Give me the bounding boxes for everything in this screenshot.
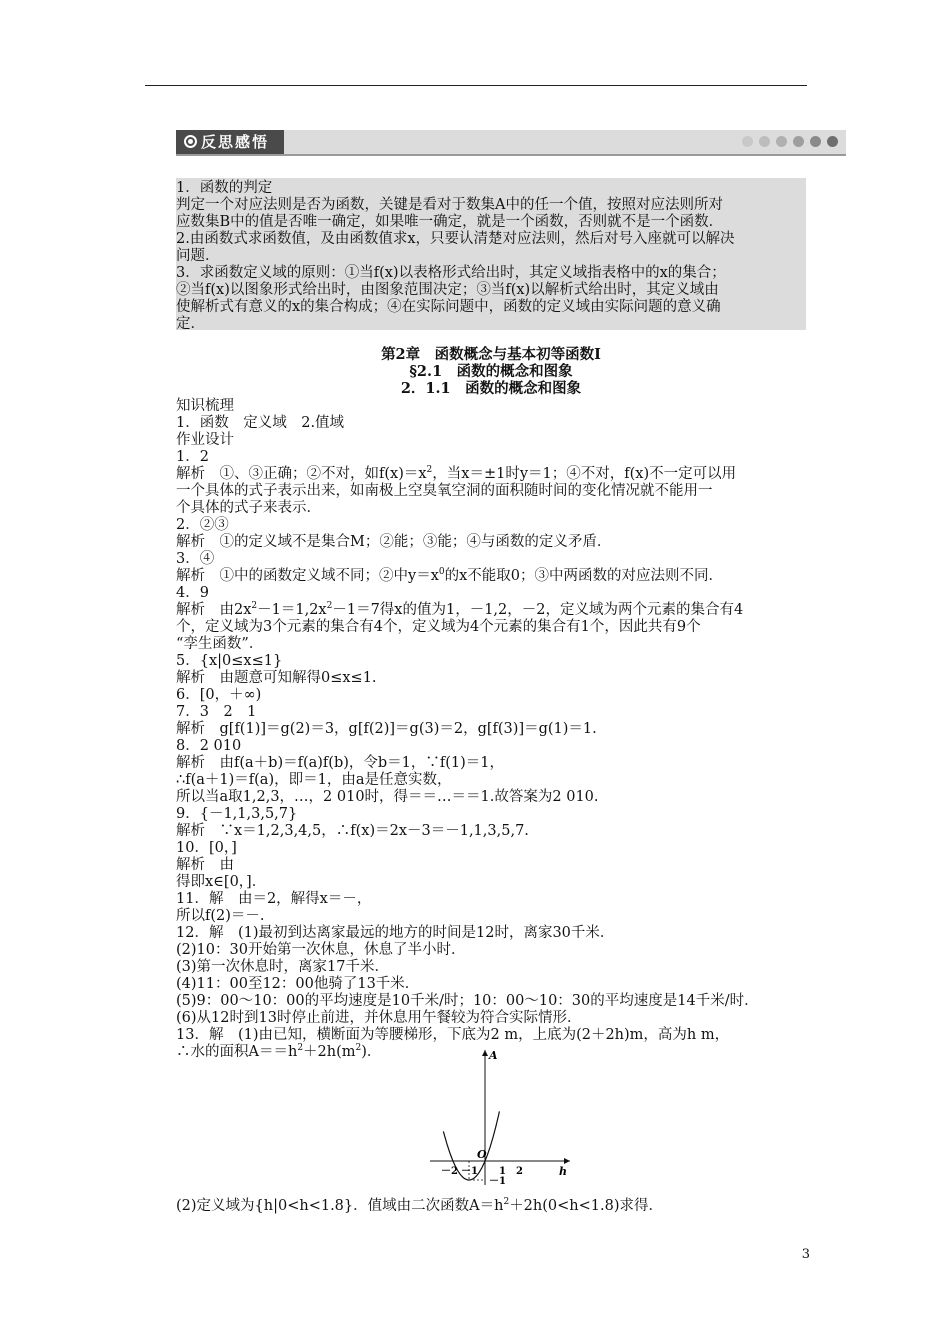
text-line: ∴水的面积$A==h^2+2h(m^2)$． [176,1043,382,1060]
tick-label: 1 [499,1166,506,1177]
text-line: (6)从12时到13时停止前进，并休息用午餐较为符合实际情形． [176,1010,582,1026]
text-line: 12．解 (1)最初到达离家最远的地方的时间是12时，离家30千米． [176,925,615,941]
text-line: 5．{x|0≤x≤1} [176,653,283,669]
dot-icon [776,136,787,147]
reflection-line: ②当f(x)以图象形式给出时，由图象范围决定；③当f(x)以解析式给出时，其定义域由 [176,282,719,298]
top-rule [145,85,807,86]
text-line: 解析 由题意可知解得0≤x≤1. [176,670,377,686]
text-line: 解析 g[f(1)]＝g(2)＝3，g[f(2)]＝g(3)＝2，g[f(3)]＝g(1)＝1. [176,721,597,737]
text-line: 10．[0，] [176,840,237,856]
x-axis-arrow [564,1158,570,1164]
text-line: 知识梳理 [176,398,234,414]
reflection-line: 2.由函数式求函数值，及由函数值求x，只要认清楚对应法则，然后对号入座就可以解决 [176,231,735,247]
text-line: ∴f(a＋1)＝f(a)，即＝1，由a是任意实数， [176,772,452,788]
reflection-line: 应数集B中的值是否唯一确定，如果唯一确定，就是一个函数，否则就不是一个函数． [176,214,724,230]
text-line: (2)定义域为{h|0<h<1.8}．值域由二次函数$A=h^2+2h(0<h<1.8)$求得． [176,1197,663,1214]
text-line: 作业设计 [176,432,234,448]
text-line: 一个具体的式子表示出来，如南极上空臭氧空洞的面积随时间的变化情况就不能用一 [176,483,713,499]
decorative-dots [742,136,838,148]
tick-label: －1 [489,1176,506,1187]
tick-label: －2 [441,1166,458,1177]
reflection-line: 1．函数的判定 [176,180,273,196]
text-line: (3)第一次休息时，离家17千米． [176,959,389,975]
section-banner [176,130,846,154]
text-line: 解析 由$2x^2-1=1,2x^2-1=7$得x的值为1，－1,2，－2，定义域为两个元素的集合有4 [176,601,744,618]
text-line: 9．{－1,1,3,5,7} [176,806,298,822]
tick-label: －1 [461,1166,478,1177]
parabola-graph [425,1045,575,1190]
text-line: 6．[0，＋∞) [176,687,262,703]
text-line: 解析 ∵x＝1,2,3,4,5，∴f(x)＝2x－3＝－1,1,3,5,7. [176,823,529,839]
target-icon [184,135,197,148]
text-line: “孪生函数”． [176,636,264,652]
text-line: 解析 ①的定义域不是集合M；②能；③能；④与函数的定义矛盾． [176,534,612,550]
text-line: 13．解 (1)由已知，横断面为等腰梯形，下底为2 m，上底为(2＋2h)m，高为h m， [176,1027,730,1043]
dot-icon [810,136,821,147]
reflection-line: 判定一个对应法则是否为函数，关键是看对于数集A中的任一个值，按照对应法则所对 [176,197,723,213]
dot-icon [827,136,838,147]
text-line: 7．3 2 1 [176,704,257,720]
page-number: 3 [801,1247,810,1262]
text-line: 4．9 [176,585,209,601]
text-line: 11．解 由＝2，解得x＝－， [176,891,372,907]
section-title: §2.1 函数的概念和图象 [409,363,573,380]
text-line: 解析 由 [176,857,234,873]
text-line: (4)11：00至12：00他骑了13千米． [176,976,420,992]
text-line: 3．④ [176,551,215,567]
reflection-line: 使解析式有意义的x的集合构成；④在实际问题中，函数的定义域由实际问题的意义确 [176,299,721,315]
text-line: 解析 由f(a＋b)＝f(a)f(b)，令b＝1，∵f(1)＝1， [176,755,505,771]
text-line: 所以当a取1,2,3，…，2 010时，得＝＝…＝＝1.故答案为2 010. [176,789,599,805]
text-line: 个，定义域为3个元素的集合有4个，定义域为4个元素的集合有1个，因此共有9个 [176,619,701,635]
text-line: (2)10：30开始第一次休息，休息了半小时． [176,942,466,958]
text-line: 1．函数 定义域 2.值域 [176,415,345,431]
tick-label: 2 [516,1166,523,1177]
y-axis-label: A [489,1049,498,1062]
reflection-line: 定． [176,316,205,332]
text-line: 得即x∈[0，]． [176,874,267,890]
text-line: (5)9：00～10：00的平均速度是10千米/时；10：00～10：30的平均速度是14千米/时． [176,993,759,1009]
text-line: 8．2 010 [176,738,242,754]
text-line: 个具体的式子来表示． [176,500,321,516]
y-axis-arrow [482,1050,488,1056]
dot-icon [793,136,804,147]
text-line: 所以f(2)＝－. [176,908,265,924]
text-line: 2．②③ [176,517,229,533]
dot-icon [759,136,770,147]
chapter-title: 第2章 函数概念与基本初等函数Ⅰ [381,346,601,363]
x-axis-label: h [559,1165,567,1178]
text-line: 1．2 [176,449,209,465]
reflection-line: 3．求函数定义域的原则：①当f(x)以表格形式给出时，其定义域指表格中的x的集合； [176,265,726,281]
origin-label: O [477,1148,487,1161]
text-line: 解析 ①中的函数定义域不同；②中$y=x^0$的x不能取0；③中两函数的对应法则不同． [176,567,724,584]
reflection-line: 问题． [176,248,220,264]
banner-title: 反思感悟 [184,132,269,152]
subsection-title: 2．1.1 函数的概念和图象 [400,380,582,397]
dot-icon [742,136,753,147]
text-line: 解析 ①、③正确；②不对，如$f(x)=x^2$，当x＝±1时y＝1；④不对，f(x)不一定可以用 [176,465,737,482]
